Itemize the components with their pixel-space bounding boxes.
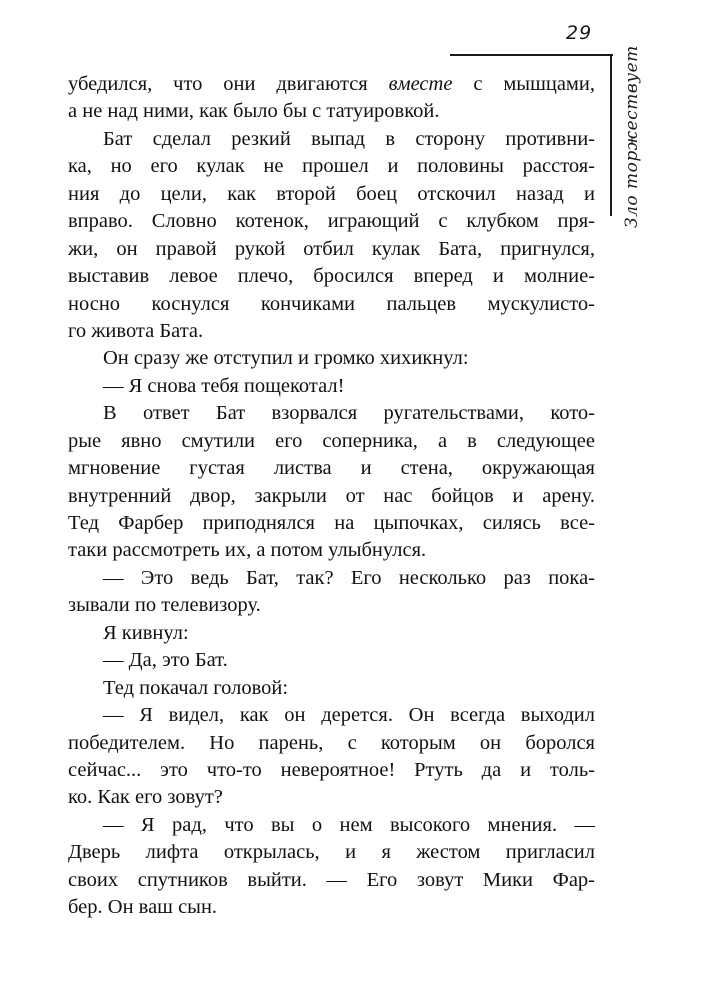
text-line: победителем. Но парень, с которым он боролся [68,731,595,754]
text-line: Бат сделал резкий выпад в сторону противни- [103,127,595,150]
margin-note: Зло торжествует [622,45,642,228]
text-line: внутренний двор, закрыли от нас бойцов и арену. [68,484,595,507]
text-segment: с мышцами, [452,73,595,95]
text-line: — Да, это Бат. [103,649,228,672]
text-line: — Я видел, как он дерется. Он всегда выходил [103,704,595,727]
text-line: ка, но его кулак не прошел и половины расстоя- [68,155,595,178]
text-line: го живота Бата. [68,319,204,342]
text-line: ко. Как его зовут? [68,786,223,809]
text-line: бер. Он ваш сын. [68,896,218,919]
text-line: В ответ Бат взорвался ругательствами, кото- [103,402,595,425]
text-line: выставив левое плечо, бросился вперед и молние- [68,265,595,288]
text-line: Он сразу же отступил и громко хихикнул: [103,347,469,370]
text-line: зывали по телевизору. [68,594,261,617]
text-line: — Я рад, что вы о нем высокого мнения. — [103,813,595,836]
text-line: — Это ведь Бат, так? Его несколько раз пока- [103,566,595,589]
text-line: носно коснулся кончиками пальцев мускулисто- [68,292,595,315]
text-line: а не над ними, как было бы с татуировкой. [68,100,440,123]
text-line: сейчас... это что-то невероятное! Ртуть да и толь- [68,758,595,781]
text-line: Я кивнул: [103,621,189,644]
text-segment: убедился, что они двигаются [68,73,389,95]
margin-bracket-horizontal [450,54,613,56]
text-line: вправо. Словно котенок, играющий с клубком пря- [68,210,595,233]
text-line: своих спутников выйти. — Его зовут Мики Фар- [68,868,595,891]
text-line: рые явно смутили его соперника, а в следующее [68,429,595,452]
text-line: — Я снова тебя пощекотал! [103,374,345,397]
text-line: ния до цели, как второй боец отскочил назад и [68,182,595,205]
text-line: мгновение густая листва и стена, окружающая [68,457,595,480]
page-number: 29 [566,22,593,44]
text-line [68,71,595,98]
text-line: таки рассмотреть их, а потом улыбнулся. [68,539,427,562]
page-text [68,71,595,922]
margin-bracket-vertical [610,54,612,216]
text-line: Дверь лифта открылась, и я жестом пригласил [68,841,595,864]
text-line: Тед Фарбер приподнялся на цыпочках, силясь все- [68,512,595,534]
emphasized-word: вместе [388,73,453,95]
text-line: жи, он правой рукой отбил кулак Бата, пригнулся, [68,237,595,260]
text-line: Тед покачал головой: [103,676,289,699]
